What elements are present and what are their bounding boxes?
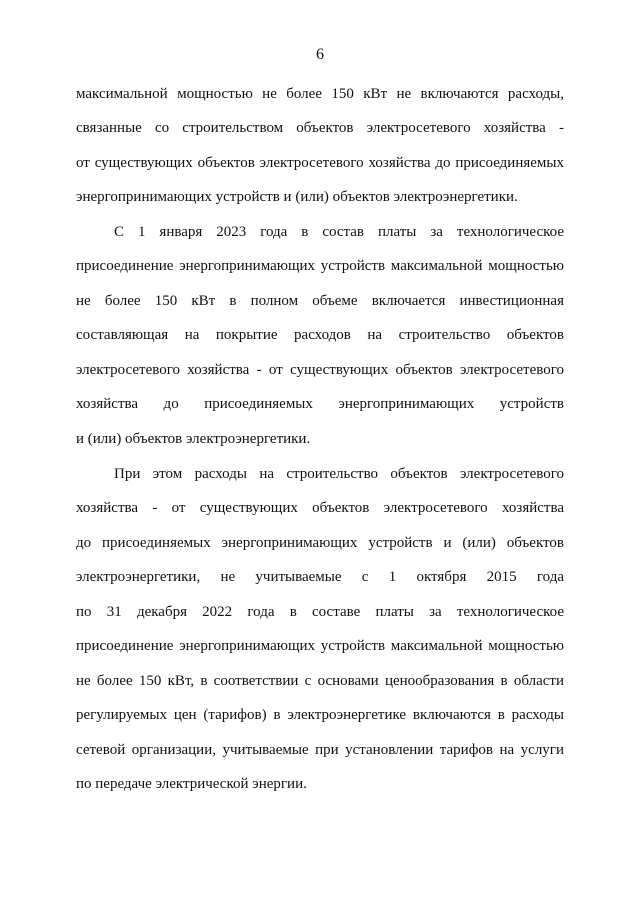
page-number: 6: [316, 46, 324, 63]
text-line: до присоединяемых энергопринимающих устройств и (или) объектов: [76, 535, 564, 551]
text-line: регулируемых цен (тарифов) в электроэнергетике включаются в расходы: [76, 707, 564, 723]
text-line: энергопринимающих устройств и (или) объектов электроэнергетики.: [76, 189, 518, 205]
text-line: При этом расходы на строительство объектов электросетевого: [114, 466, 564, 482]
text-line: хозяйства до присоединяемых энергопринимающих устройств: [76, 396, 564, 412]
text-line: электросетевого хозяйства - от существующих объектов электросетевого: [76, 362, 564, 378]
text-line: составляющая на покрытие расходов на строительство объектов: [76, 327, 564, 343]
text-line: сетевой организации, учитываемые при установлении тарифов на услуги: [76, 742, 564, 758]
text-line: связанные со строительством объектов электросетевого хозяйства -: [76, 120, 564, 136]
text-line: не более 150 кВт в полном объеме включается инвестиционная: [76, 293, 564, 309]
text-line: электроэнергетики, не учитываемые с 1 октября 2015 года: [76, 569, 564, 585]
text-line: от существующих объектов электросетевого хозяйства до присоединяемых: [76, 155, 564, 171]
text-line: не более 150 кВт, в соответствии с основами ценообразования в области: [76, 673, 564, 689]
text-line: присоединение энергопринимающих устройств максимальной мощностью: [76, 258, 564, 274]
text-line: С 1 января 2023 года в состав платы за технологическое: [114, 224, 564, 240]
text-line: по 31 декабря 2022 года в составе платы за технологическое: [76, 604, 564, 620]
text-line: и (или) объектов электроэнергетики.: [76, 431, 311, 447]
text-line: по передаче электрической энергии.: [76, 776, 307, 792]
text-line: присоединение энергопринимающих устройств максимальной мощностью: [76, 638, 564, 654]
text-line: максимальной мощностью не более 150 кВт не включаются расходы,: [76, 86, 564, 102]
text-line: хозяйства - от существующих объектов электросетевого хозяйства: [76, 500, 564, 516]
